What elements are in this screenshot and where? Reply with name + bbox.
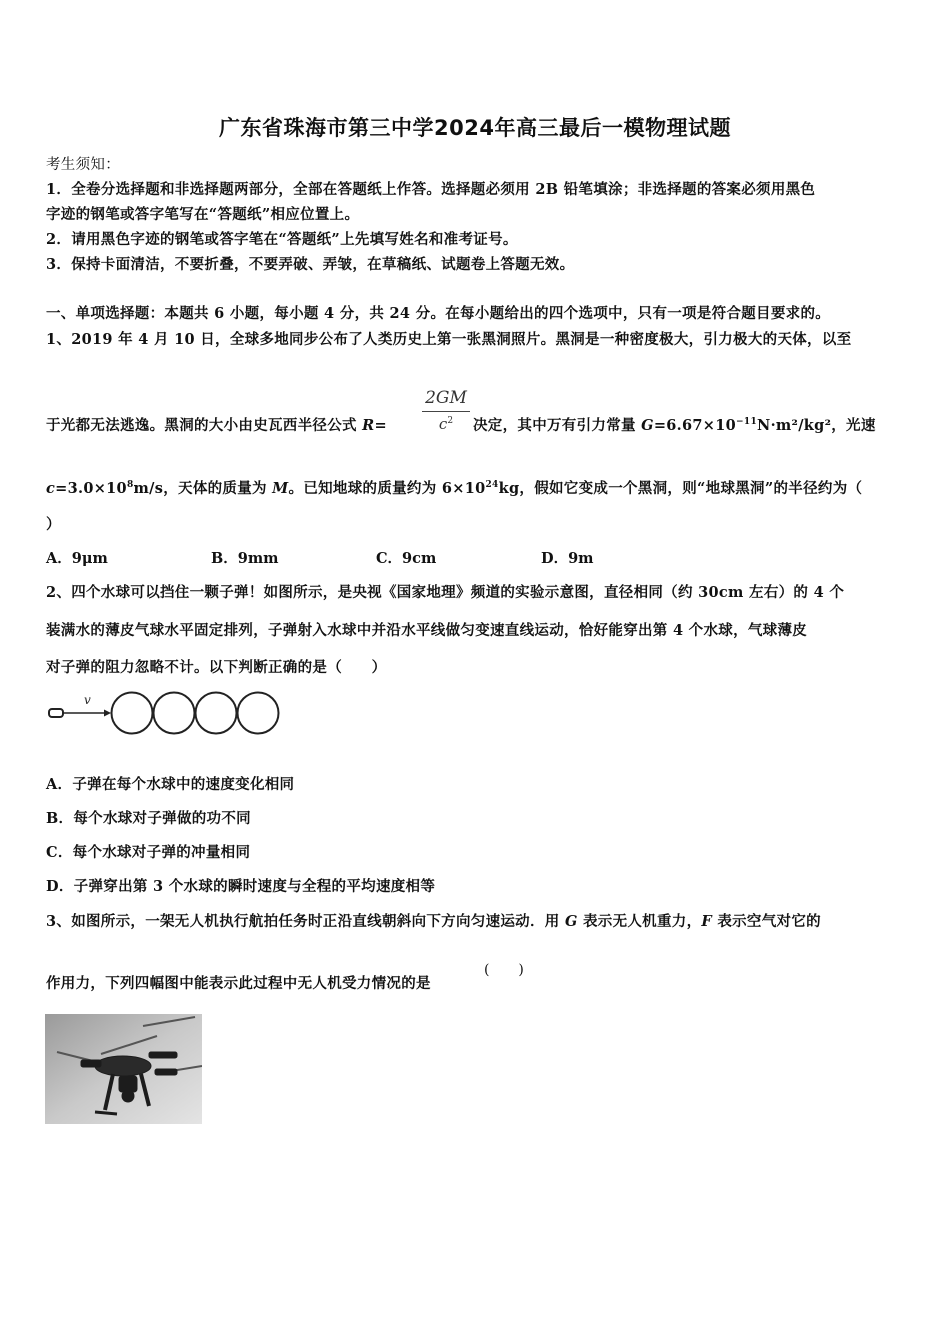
notice-item-1a: 1．全卷分选择题和非选择题两部分，全部在答题纸上作答。选择题必须用 2B 铅笔填涂；非选择题的答案必须用黑色 — [46, 181, 816, 198]
bullet-icon — [49, 709, 63, 717]
q1-symbol-G: G — [641, 417, 654, 434]
q1-exponent: −11 — [736, 417, 758, 428]
q1-text: =6.67×10 — [653, 417, 737, 434]
water-ball-2 — [154, 693, 195, 734]
q3-symbol-G: G — [564, 913, 578, 930]
q2-line3: 对子弹的阻力忽略不计。以下判断正确的是（ ） — [46, 659, 387, 676]
q1-text: 。已知地球的质量约为 6×10 — [288, 480, 486, 497]
q1-text: kg，假如它变成一个黑洞，则“地球黑洞”的半径约为（ — [498, 480, 863, 497]
notice-heading: 考生须知： — [46, 157, 120, 173]
water-ball-3 — [196, 693, 237, 734]
q2-option-b[interactable]: B．每个水球对子弹做的功不同 — [46, 810, 251, 827]
q1-line1: 1、2019 年 4 月 10 日，全球多地同步公布了人类历史上第一张黑洞照片。黑洞是一种密度极大，引力极大的天体，以至 — [46, 331, 852, 348]
notice-item-2: 2．请用黑色字迹的钢笔或答字笔在“答题纸”上先填写姓名和准考证号。 — [46, 231, 518, 248]
notice-item-1b: 字迹的钢笔或答字笔写在“答题纸”相应位置上。 — [46, 206, 360, 223]
q1-symbol-R: R — [362, 417, 375, 434]
schwarzschild-fraction — [422, 388, 470, 433]
water-ball-1 — [112, 693, 153, 734]
fraction-denominator: $c^2$ — [438, 415, 454, 433]
q2-option-c[interactable]: C．每个水球对子弹的冲量相同 — [46, 844, 251, 861]
q3-text: 3、如图所示，一架无人机执行航拍任务时正沿直线朝斜向下方向匀速运动．用 — [46, 913, 565, 930]
velocity-label: v — [84, 693, 91, 707]
q1-eq: = — [374, 417, 387, 434]
q2-option-d[interactable]: D．子弹穿出第 3 个水球的瞬时速度与全程的平均速度相等 — [46, 878, 436, 895]
q3-line1 — [46, 910, 821, 931]
q1-symbol-M: M — [272, 480, 289, 497]
q1-text: =3.0×10 — [55, 480, 127, 497]
q1-text: 于光都无法逃逸。黑洞的大小由史瓦西半径公式 — [46, 417, 363, 434]
fraction-numerator: 2GM — [425, 388, 467, 408]
q2-line2: 装满水的薄皮气球水平固定排列，子弹射入水球中并沿水平线做匀变速直线运动，恰好能穿出第 4 个水球，气球薄皮 — [46, 622, 808, 639]
q1-line2-left — [46, 414, 387, 435]
q1-option-d[interactable]: D．9m — [541, 550, 594, 567]
section-heading: 一、单项选择题：本题共 6 小题，每小题 4 分，共 24 分。在每小题给出的四个选项中，只有一项是符合题目要求的。 — [46, 305, 831, 322]
q1-exponent: 24 — [485, 480, 499, 491]
water-ball-4 — [238, 693, 279, 734]
q1-exponent: 8 — [126, 480, 134, 491]
q3-text: 表示空气对它的 — [711, 913, 821, 930]
drone-photo — [45, 1014, 202, 1124]
q3-text: 表示无人机重力， — [577, 913, 702, 930]
q1-line2-right — [473, 414, 876, 435]
q1-text: m/s，天体的质量为 — [133, 480, 273, 497]
q1-text: N·m²/kg²，光速 — [757, 417, 876, 434]
q1-option-a[interactable]: A．9μm — [46, 550, 108, 567]
fraction-bar — [422, 411, 470, 412]
q1-symbol-c: c — [46, 480, 56, 497]
arrow-head-icon — [104, 710, 111, 717]
q3-symbol-F: F — [701, 913, 712, 930]
notice-item-3: 3．保持卡面清洁，不要折叠，不要弄破、弄皱，在草稿纸、试题卷上答题无效。 — [46, 256, 575, 273]
q1-option-c[interactable]: C．9cm — [376, 550, 437, 567]
q1-option-b[interactable]: B．9mm — [211, 550, 279, 567]
q3-line2: 作用力，下列四幅图中能表示此过程中无人机受力情况的是 — [46, 975, 431, 992]
q1-text: 决定，其中万有引力常量 — [473, 417, 642, 434]
page-title: 广东省珠海市第三中学2024年高三最后一模物理试题 — [219, 116, 731, 140]
q2-option-a[interactable]: A．子弹在每个水球中的速度变化相同 — [46, 776, 295, 793]
q1-line4: ） — [46, 516, 61, 533]
q2-line1: 2、四个水球可以挡住一颗子弹！如图所示，是央视《国家地理》频道的实验示意图，直径相同（约 30cm 左右）的 4 个 — [46, 584, 845, 601]
water-balls-figure — [46, 690, 286, 736]
q3-answer-paren: ( ) — [484, 962, 525, 978]
q1-line3 — [46, 477, 862, 498]
